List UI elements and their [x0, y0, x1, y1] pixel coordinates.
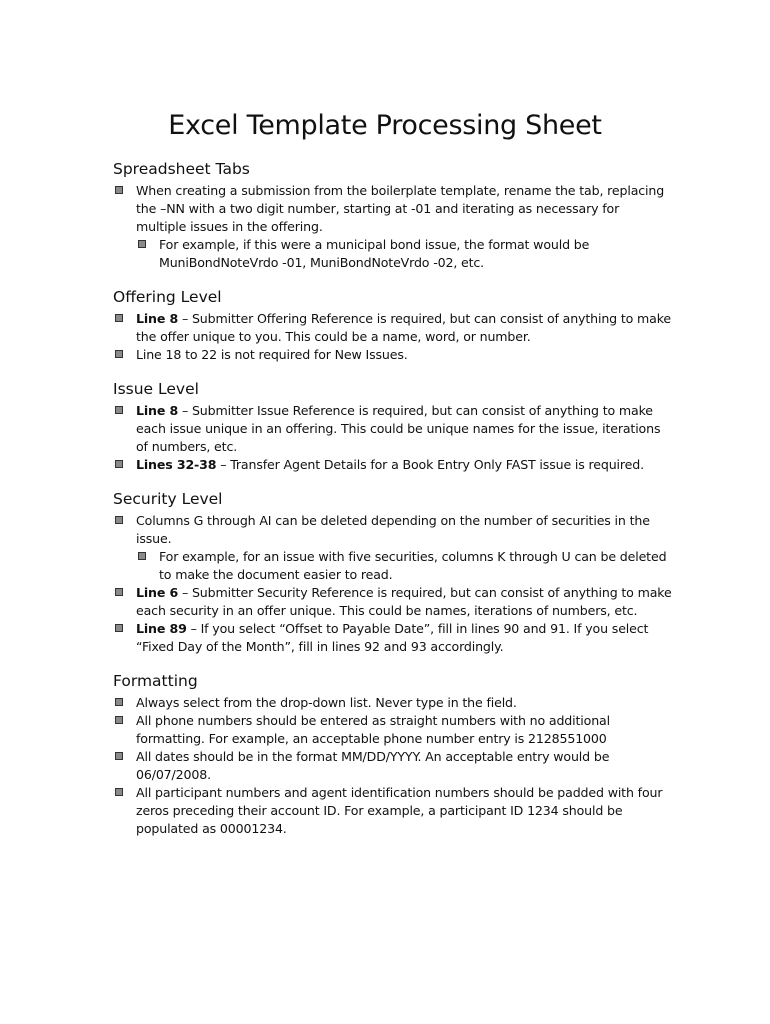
- section-heading: Formatting: [113, 672, 198, 690]
- bullet-list: [113, 512, 673, 656]
- list-item: [113, 182, 673, 236]
- bullet-list: [113, 182, 673, 272]
- section-spreadsheet-tabs: [113, 158, 673, 272]
- item-lead: Lines 32-38: [136, 457, 217, 472]
- item-text: For example, if this were a municipal bond issue, the format would be MuniBondNoteVrdo -01, MuniBondNoteVrdo -02, etc.: [159, 237, 590, 270]
- page-title: Excel Template Processing Sheet: [168, 110, 602, 141]
- list-item: [113, 402, 673, 456]
- square-bullet-icon: [115, 460, 123, 468]
- item-lead: Line 89: [136, 621, 187, 636]
- item-text: – Transfer Agent Details for a Book Entry Only FAST issue is required.: [216, 457, 644, 472]
- section-formatting: [113, 670, 673, 838]
- list-item: [113, 694, 673, 712]
- item-text: Always select from the drop-down list. Never type in the field.: [136, 695, 517, 710]
- square-bullet-icon: [115, 350, 123, 358]
- bullet-list: [113, 310, 673, 364]
- item-text: – Submitter Offering Reference is required, but can consist of anything to make the offer unique to you. This could be a name, word, or number.: [136, 311, 672, 344]
- section-heading: Issue Level: [113, 380, 199, 398]
- list-item: [113, 512, 673, 548]
- item-text: – Submitter Security Reference is required, but can consist of anything to make each security in an offer unique. This could be names, iterations of numbers, etc.: [136, 585, 672, 618]
- list-item-sub: [136, 548, 673, 584]
- section-security-level: [113, 488, 673, 656]
- item-text: All phone numbers should be entered as straight numbers with no additional formatting. For example, an acceptable phone number entry is 2128551000: [136, 713, 610, 746]
- list-item: [113, 310, 673, 346]
- item-text: All participant numbers and agent identification numbers should be padded with four zeros preceding their account ID. For example, a participant ID 1234 should be populated as 00001234.: [136, 785, 663, 836]
- square-bullet-icon: [115, 314, 123, 322]
- item-lead: Line 8: [136, 403, 179, 418]
- item-text: Columns G through AI can be deleted depending on the number of securities in the issue.: [136, 513, 650, 546]
- item-text: – Submitter Issue Reference is required, but can consist of anything to make each issue unique in an offering. This could be unique names for the issue, iterations of numbers, etc.: [136, 403, 661, 454]
- item-lead: Line 8: [136, 311, 179, 326]
- list-item-sub: [136, 236, 673, 272]
- document-body: [113, 158, 673, 838]
- square-bullet-icon: [115, 716, 123, 724]
- item-text: Line 18 to 22 is not required for New Issues.: [136, 347, 408, 362]
- square-bullet-icon: [115, 624, 123, 632]
- square-bullet-icon: [115, 752, 123, 760]
- item-text: All dates should be in the format MM/DD/YYYY. An acceptable entry would be 06/07/2008.: [136, 749, 610, 782]
- list-item: [113, 346, 673, 364]
- list-item: [113, 456, 673, 474]
- section-heading: Offering Level: [113, 288, 222, 306]
- list-item: [113, 584, 673, 620]
- square-bullet-icon: [138, 240, 146, 248]
- item-text: When creating a submission from the boilerplate template, rename the tab, replacing the –NN with a two digit number, starting at -01 and iterating as necessary for multiple issues in the offering.: [136, 183, 665, 234]
- square-bullet-icon: [115, 186, 123, 194]
- section-issue-level: [113, 378, 673, 474]
- list-item: [113, 712, 673, 748]
- bullet-list: [113, 694, 673, 838]
- square-bullet-icon: [115, 516, 123, 524]
- item-text: For example, for an issue with five securities, columns K through U can be deleted to make the document easier to read.: [159, 549, 667, 582]
- square-bullet-icon: [138, 552, 146, 560]
- section-heading: Spreadsheet Tabs: [113, 160, 250, 178]
- section-heading: Security Level: [113, 490, 223, 508]
- bullet-list: [113, 402, 673, 474]
- list-item: [113, 748, 673, 784]
- list-item: [113, 620, 673, 656]
- square-bullet-icon: [115, 698, 123, 706]
- square-bullet-icon: [115, 588, 123, 596]
- list-item: [113, 784, 673, 838]
- square-bullet-icon: [115, 406, 123, 414]
- item-text: – If you select “Offset to Payable Date”, fill in lines 90 and 91. If you select “Fixed Day of the Month”, fill in lines 92 and 93 accordingly.: [136, 621, 649, 654]
- section-offering-level: [113, 286, 673, 364]
- item-lead: Line 6: [136, 585, 179, 600]
- square-bullet-icon: [115, 788, 123, 796]
